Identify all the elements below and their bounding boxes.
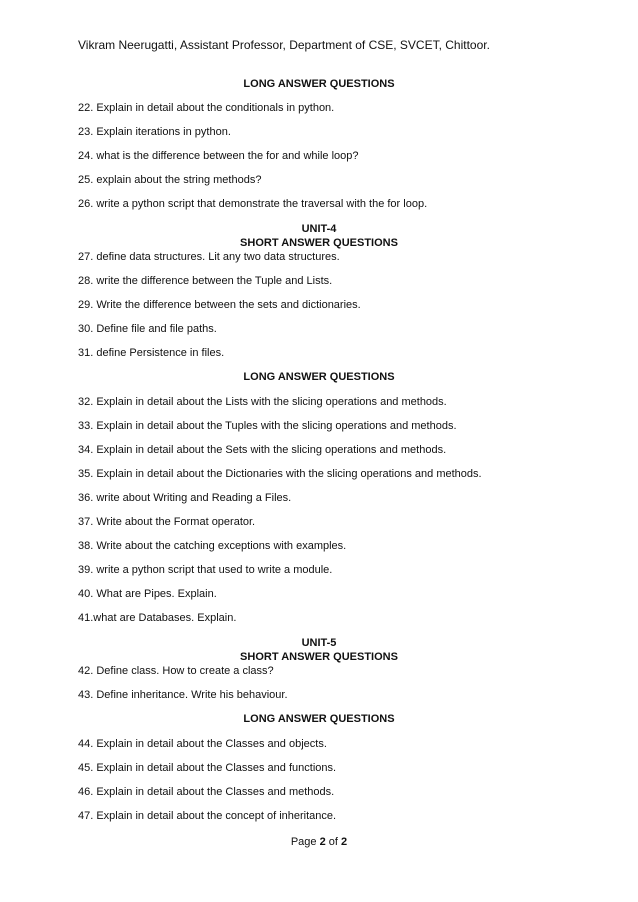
page-header: Vikram Neerugatti, Assistant Professor, Department of CSE, SVCET, Chittoor. [78, 38, 490, 52]
unit-heading: UNIT-5 [301, 637, 337, 649]
question-item: 33. Explain in detail about the Tuples with the slicing operations and methods. [78, 420, 457, 432]
question-item: 41.what are Databases. Explain. [78, 612, 237, 624]
section-heading: LONG ANSWER QUESTIONS [243, 371, 395, 383]
question-item: 26. write a python script that demonstrate the traversal with the for loop. [78, 198, 428, 210]
question-item: 44. Explain in detail about the Classes and objects. [78, 738, 327, 750]
total-pages: 2 [341, 836, 348, 848]
question-item: 31. define Persistence in files. [78, 347, 225, 359]
question-item: 47. Explain in detail about the concept of inheritance. [78, 810, 337, 822]
question-item: 29. Write the difference between the sets and dictionaries. [78, 299, 361, 311]
section-heading: SHORT ANSWER QUESTIONS [240, 237, 398, 249]
question-item: 39. write a python script that used to write a module. [78, 564, 333, 576]
question-item: 34. Explain in detail about the Sets with the slicing operations and methods. [78, 444, 447, 456]
question-item: 43. Define inheritance. Write his behaviour. [78, 689, 288, 701]
question-item: 25. explain about the string methods? [78, 174, 262, 186]
page-number [0, 836, 638, 848]
section-heading: LONG ANSWER QUESTIONS [243, 713, 395, 725]
question-item: 36. write about Writing and Reading a Files. [78, 492, 292, 504]
question-item: 28. write the difference between the Tuple and Lists. [78, 275, 333, 287]
question-item: 30. Define file and file paths. [78, 323, 217, 335]
question-item: 42. Define class. How to create a class? [78, 665, 274, 677]
question-item: 27. define data structures. Lit any two data structures. [78, 251, 340, 263]
question-item: 45. Explain in detail about the Classes and functions. [78, 762, 337, 774]
question-item: 38. Write about the catching exceptions with examples. [78, 540, 347, 552]
section-heading: LONG ANSWER QUESTIONS [243, 78, 395, 90]
question-item: 23. Explain iterations in python. [78, 126, 231, 138]
question-item: 46. Explain in detail about the Classes and methods. [78, 786, 335, 798]
current-page: 2 [319, 836, 326, 848]
unit-heading: UNIT-4 [301, 223, 337, 235]
question-item: 40. What are Pipes. Explain. [78, 588, 217, 600]
question-item: 32. Explain in detail about the Lists with the slicing operations and methods. [78, 396, 447, 408]
question-item: 24. what is the difference between the for and while loop? [78, 150, 359, 162]
question-item: 22. Explain in detail about the conditionals in python. [78, 102, 335, 114]
section-heading: SHORT ANSWER QUESTIONS [240, 651, 398, 663]
page-label: Page [290, 836, 320, 848]
question-item: 37. Write about the Format operator. [78, 516, 256, 528]
question-item: 35. Explain in detail about the Dictionaries with the slicing operations and methods. [78, 468, 482, 480]
page-of-label: of [325, 836, 342, 848]
